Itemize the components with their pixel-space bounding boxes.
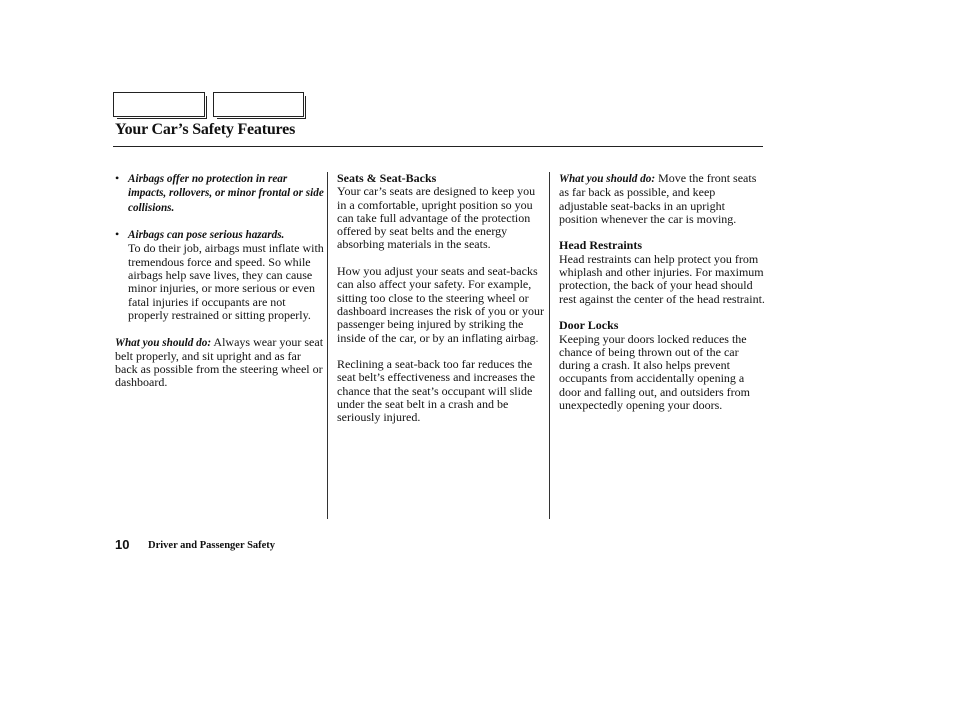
column-restraints-locks bbox=[559, 172, 765, 412]
nav-tab-box-2[interactable] bbox=[213, 92, 304, 117]
bullet-icon: • bbox=[115, 171, 120, 185]
body-paragraph: Keeping your doors locked reduces the chance of being thrown out of the car during a crash. It also helps prevent occupants from accidentally opening a door and falling out, and outsiders from unexpectedly opening your doors. bbox=[559, 331, 750, 413]
bullet-text bbox=[128, 228, 325, 322]
column-divider bbox=[327, 172, 328, 519]
bullet-item bbox=[115, 172, 325, 215]
body-paragraph: Reclining a seat-back too far reduces the seat belt’s effectiveness and increases the chance that the seat’s occupant will slide under the seat belt in a crash and be seriously injured. bbox=[337, 357, 536, 425]
column-seats bbox=[337, 172, 545, 425]
column-airbag-warnings bbox=[115, 172, 325, 390]
what-to-do-lead: What you should do: bbox=[559, 173, 656, 185]
bullet-item bbox=[115, 228, 325, 322]
what-to-do-paragraph bbox=[559, 172, 765, 226]
body-paragraph: Head restraints can help protect you from whiplash and other injuries. For maximum protection, the back of your head should rest against the center of the head restraint. bbox=[559, 251, 765, 306]
what-to-do-lead: What you should do: bbox=[115, 336, 212, 349]
bullet-body: To do their job, airbags must inflate with tremendous force and speed. So while airbags help save lives, they can cause minor injuries, or more serious or even fatal injuries if occupants are not properly restrained or sitting properly. bbox=[128, 241, 324, 322]
section-heading-seats: Seats & Seat-Backs bbox=[337, 171, 437, 185]
body-paragraph: How you adjust your seats and seat-backs can also affect your safety. For example, sitting too close to the steering wheel or dashboard increases the risk of you or your passenger being injured by striking the inside of the car, or by an inflating airbag. bbox=[337, 264, 544, 345]
title-rule bbox=[113, 146, 763, 147]
column-divider bbox=[549, 172, 550, 519]
what-to-do-body: Always wear your seat belt properly, and sit upright and as far back as possible from the steering wheel or dashboard. bbox=[115, 334, 324, 390]
footer-section-label: Driver and Passenger Safety bbox=[148, 540, 276, 551]
bullet-icon: • bbox=[115, 227, 120, 242]
section-heading-head-restraints: Head Restraints bbox=[559, 238, 642, 253]
bullet-text bbox=[128, 172, 325, 215]
page-title: Your Car’s Safety Features bbox=[115, 121, 296, 138]
what-to-do-paragraph bbox=[115, 336, 325, 390]
bullet-lead: Airbags can pose serious hazards. bbox=[128, 229, 285, 242]
section-heading-door-locks: Door Locks bbox=[559, 318, 619, 333]
body-paragraph: Your car’s seats are designed to keep you in a comfortable, upright position so you can take full advantage of the protection offered by seat belts and the energy absorbing materials in the seats. bbox=[337, 184, 536, 252]
nav-tab-box-1[interactable] bbox=[113, 92, 205, 117]
what-to-do-body: Move the front seats as far back as possible, and keep adjustable seat-backs in an upright position whenever the car is moving. bbox=[559, 171, 757, 226]
page-number: 10 bbox=[115, 537, 130, 552]
bullet-lead: Airbags offer no protection in rear impacts, rollovers, or minor frontal or side collisions. bbox=[128, 173, 324, 214]
